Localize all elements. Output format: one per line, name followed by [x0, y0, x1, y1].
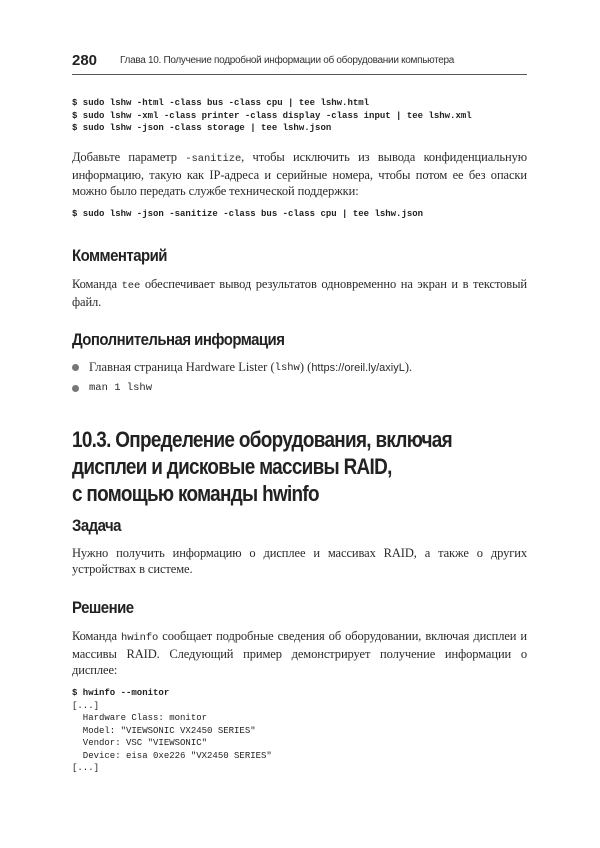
- paragraph-solution: [72, 628, 527, 678]
- inline-code: -sanitize: [185, 153, 242, 165]
- inline-code: lshw: [274, 361, 300, 374]
- paragraph-sanitize: [72, 149, 527, 199]
- paragraph-comment: [72, 276, 527, 310]
- heading-comment: Комментарий: [72, 246, 167, 265]
- running-header: [72, 50, 527, 75]
- bullet-icon: [72, 385, 79, 392]
- text: сообщает подробные сведения об оборудовании, включая дисплеи и массивы RAID. Следующий пример демонстрирует получение информации о дисплее:: [72, 629, 527, 677]
- code-line: $ sudo lshw -html -class bus -class cpu | tee lshw.html: [72, 98, 370, 108]
- code-line: $ sudo lshw -xml -class printer -class display -class input | tee lshw.xml: [72, 110, 472, 121]
- code-line: Model: "VIEWSONIC VX2450 SERIES": [72, 725, 256, 736]
- code-line: Device: eisa 0xe226 "VX2450 SERIES": [72, 750, 272, 761]
- text: Добавьте параметр: [72, 150, 186, 164]
- link-hardware-lister[interactable]: https://oreil.ly/axiyL: [311, 361, 405, 374]
- list-item: [72, 360, 412, 375]
- inline-code: man 1 lshw: [89, 382, 153, 394]
- text: , чтобы исключить из вывода конфиденциальную информацию, такую как IP-адреса и серийные номера, чтобы потом ее без опаски можно было передать службе технической поддержки:: [72, 150, 527, 198]
- code-line: $ sudo lshw -json -class storage | tee lshw.json: [72, 123, 332, 133]
- code-block-lshw-export: [72, 97, 527, 135]
- list-item: [72, 382, 152, 394]
- bullet-icon: [72, 364, 79, 371]
- code-block-sanitize: [72, 208, 527, 221]
- paragraph-task: Нужно получить информацию о дисплее и массивах RAID, а также о других устройствах в системе.: [72, 546, 527, 576]
- code-line: [...]: [72, 763, 100, 773]
- text: Команда: [72, 277, 122, 291]
- heading-task: Задача: [72, 516, 121, 535]
- text: обеспечивает вывод результатов одновременно на экран и в текстовый файл.: [72, 277, 527, 309]
- section-title-line: 10.3. Определение оборудования, включая: [72, 427, 452, 452]
- chapter-title: Глава 10. Получение подробной информации об оборудовании компьютера: [120, 55, 455, 66]
- inline-code: tee: [121, 280, 141, 292]
- text: Главная страница Hardware Lister (: [89, 360, 275, 374]
- text: ) (: [299, 360, 312, 374]
- section-title: [72, 426, 463, 507]
- section-title-line: с помощью команды hwinfo: [72, 481, 319, 506]
- code-line: [...]: [72, 700, 100, 711]
- heading-solution: Решение: [72, 598, 134, 617]
- code-line: $ sudo lshw -json -sanitize -class bus -class cpu | tee lshw.json: [72, 209, 424, 219]
- code-line: Hardware Class: monitor: [72, 713, 208, 723]
- section-title-line: дисплеи и дисковые массивы RAID,: [72, 454, 392, 479]
- inline-code: hwinfo: [121, 632, 159, 644]
- page-number: 280: [72, 52, 98, 69]
- code-line: Vendor: VSC "VIEWSONIC": [72, 738, 208, 748]
- code-line: $ hwinfo --monitor: [72, 688, 170, 698]
- text: ).: [404, 360, 413, 374]
- text: Команда: [72, 629, 122, 643]
- code-block-hwinfo: [72, 687, 527, 775]
- heading-more-info: Дополнительная информация: [72, 330, 285, 349]
